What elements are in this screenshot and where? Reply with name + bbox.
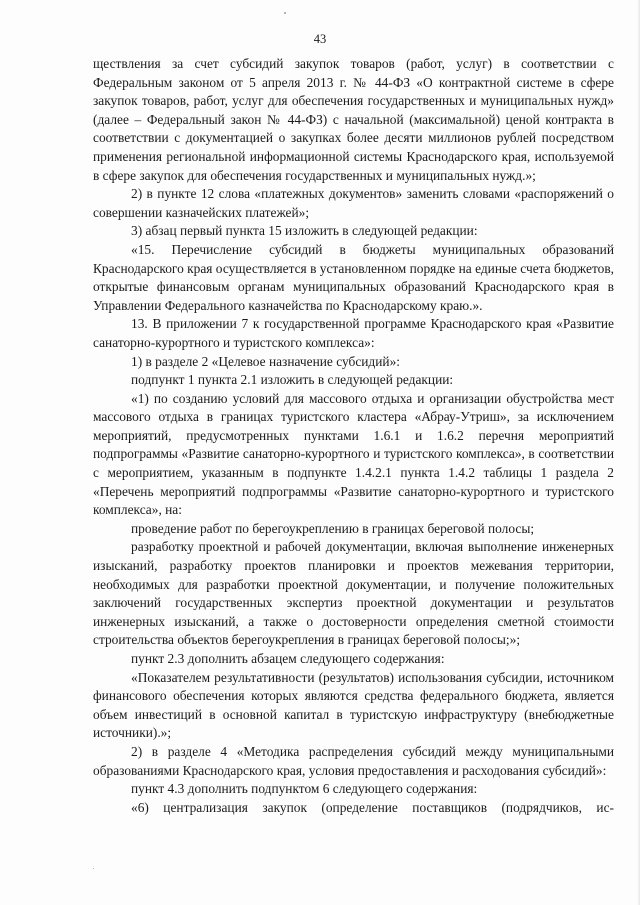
scan-speck <box>284 12 286 14</box>
paragraph-14: пункт 4.3 дополнить подпунктом 6 следующего содержания: <box>131 781 478 797</box>
paragraph-13: 2) в разделе 4 «Методика распределения субсидий между муниципальными образованиями Краснодарского края, условия предоставления и расходования субсидий»: <box>93 743 614 778</box>
paragraph-2: 2) в пункте 12 слова «платежных документов» заменить словами «распоряжений о совершении казначейских платежей»; <box>93 186 614 220</box>
paragraph-4: «15. Перечисление субсидий в бюджеты муниципальных образований Краснодарского края осуществляется в установленном порядке на единые счета бюджетов, открытые финансовым органам муниципальных образований Краснодарского края в Управлении Федерального казначейства по Краснодарскому краю.». <box>93 241 614 313</box>
paragraph-6: 1) в разделе 2 «Целевое назначение субсидий»: <box>131 353 400 369</box>
paragraph-7: подпункт 1 пункта 2.1 изложить в следующей редакции: <box>131 372 454 388</box>
paragraph-11: пункт 2.3 дополнить абзацем следующего содержания: <box>131 651 445 666</box>
paragraph-1: ществления за счет субсидий закупок товаров (работ, услуг) в соответствии с Федеральным законом от 5 апреля 2013 г. № 44-ФЗ «О контрактной системе в сфере закупок товаров, работ, услуг для обеспечения государственных и муниципальных нужд» (далее – Федеральный закон № 44-ФЗ) с начальной (максимальной) ценой контракта в соответствии с документацией о закупках более десяти миллионов рублей посредством применения региональной информационной системы Краснодарского края, используемой в сфере закупок для обеспечения государственных и муниципальных нужд.»; <box>93 56 614 183</box>
paragraph-3: 3) абзац первый пункта 15 изложить в следующей редакции: <box>131 223 478 239</box>
paragraph-8: «1) по созданию условий для массового отдыха и организации обустройства мест массового отдыха в границах туристского кластера «Абрау-Утриш», за исключением мероприятий, предусмотренных пунктами 1.6.1 и 1.6.2 перечня мероприятий подпрограммы «Развитие санаторно-курортного и туристского комплекса», в соответствии с мероприятием, указанным в подпункте 1.4.2.1 пункта 1.4.2 таблицы 1 раздела 2 «Перечень мероприятий подпрограммы «Развитие санаторно-курортного и туристского комплекса», на: <box>93 390 614 518</box>
paragraph-9: проведение работ по берегоукреплению в границах береговой полосы; <box>131 520 535 536</box>
scan-speck <box>93 868 94 869</box>
paragraph-10: разработку проектной и рабочей документации, включая выполнение инженерных изысканий, разработку проектов планировки и проектов межевания территории, необходимых для разработки проектной документации, и получение положительных заключений государственных экспертиз проектной документации и результатов инженерных изысканий, а также о достоверности определения сметной стоимости строительства объектов берегоукрепления в границах береговой полосы;»; <box>93 539 614 648</box>
paragraph-12: «Показателем результативности (результатов) использования субсидии, источником финансового обеспечения которых являются средства федерального бюджета, является объем инвестиций в основной капитал в туристскую инфраструктуру (внебюджетные источники).»; <box>93 669 614 741</box>
page-number: 43 <box>313 32 327 46</box>
paragraph-15: «6) централизация закупок (определение поставщиков (подрядчиков, ис- <box>131 799 614 815</box>
paragraph-5: 13. В приложении 7 к государственной программе Краснодарского края «Развитие санаторно-курортного и туристского комплекса»: <box>93 316 614 350</box>
document-body <box>93 55 614 817</box>
